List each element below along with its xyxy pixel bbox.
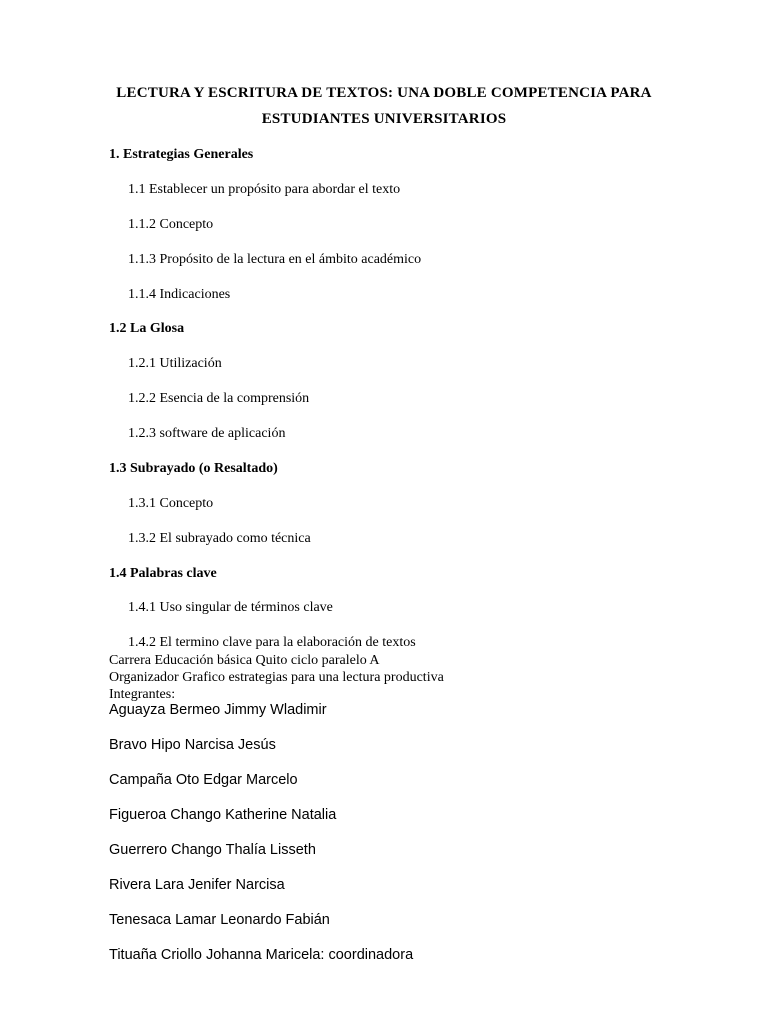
subsection-item: 1.1 Establecer un propósito para abordar el texto <box>128 182 401 197</box>
member-name: Campaña Oto Edgar Marcelo <box>109 772 298 788</box>
member-name: Figueroa Chango Katherine Natalia <box>109 807 337 823</box>
member-name: Guerrero Chango Thalía Lisseth <box>109 842 316 858</box>
member-name: Tenesaca Lamar Leonardo Fabián <box>109 912 330 928</box>
section-heading-2: 1.2 La Glosa <box>109 321 185 336</box>
subsection-item: 1.1.3 Propósito de la lectura en el ámbito académico <box>128 252 422 267</box>
subsection-item: 1.4.2 El termino clave para la elaboración de textos <box>128 635 416 650</box>
career-line: Carrera Educación básica Quito ciclo paralelo A <box>109 653 380 668</box>
member-name: Rivera Lara Jenifer Narcisa <box>109 877 285 893</box>
title-line-1: LECTURA Y ESCRITURA DE TEXTOS: UNA DOBLE COMPETENCIA PARA <box>116 85 652 101</box>
subsection-item: 1.3.2 El subrayado como técnica <box>128 531 311 546</box>
subsection-item: 1.4.1 Uso singular de términos clave <box>128 600 333 615</box>
members-label: Integrantes: <box>109 687 176 702</box>
subsection-item: 1.2.1 Utilización <box>128 356 222 371</box>
section-heading-1: 1. Estrategias Generales <box>109 147 254 162</box>
member-name: Aguayza Bermeo Jimmy Wladimir <box>109 702 327 718</box>
section-heading-4: 1.4 Palabras clave <box>109 566 217 581</box>
member-name: Bravo Hipo Narcisa Jesús <box>109 737 276 753</box>
subsection-item: 1.2.2 Esencia de la comprensión <box>128 391 310 406</box>
title-line-2: ESTUDIANTES UNIVERSITARIOS <box>261 111 507 127</box>
subsection-item: 1.2.3 software de aplicación <box>128 426 286 441</box>
member-name: Tituaña Criollo Johanna Maricela: coordinadora <box>109 947 414 963</box>
subsection-item: 1.1.4 Indicaciones <box>128 287 231 302</box>
section-heading-3: 1.3 Subrayado (o Resaltado) <box>109 461 278 476</box>
subsection-item: 1.1.2 Concepto <box>128 217 214 232</box>
organizer-line: Organizador Grafico estrategias para una lectura productiva <box>109 670 444 685</box>
subsection-item: 1.3.1 Concepto <box>128 496 214 511</box>
